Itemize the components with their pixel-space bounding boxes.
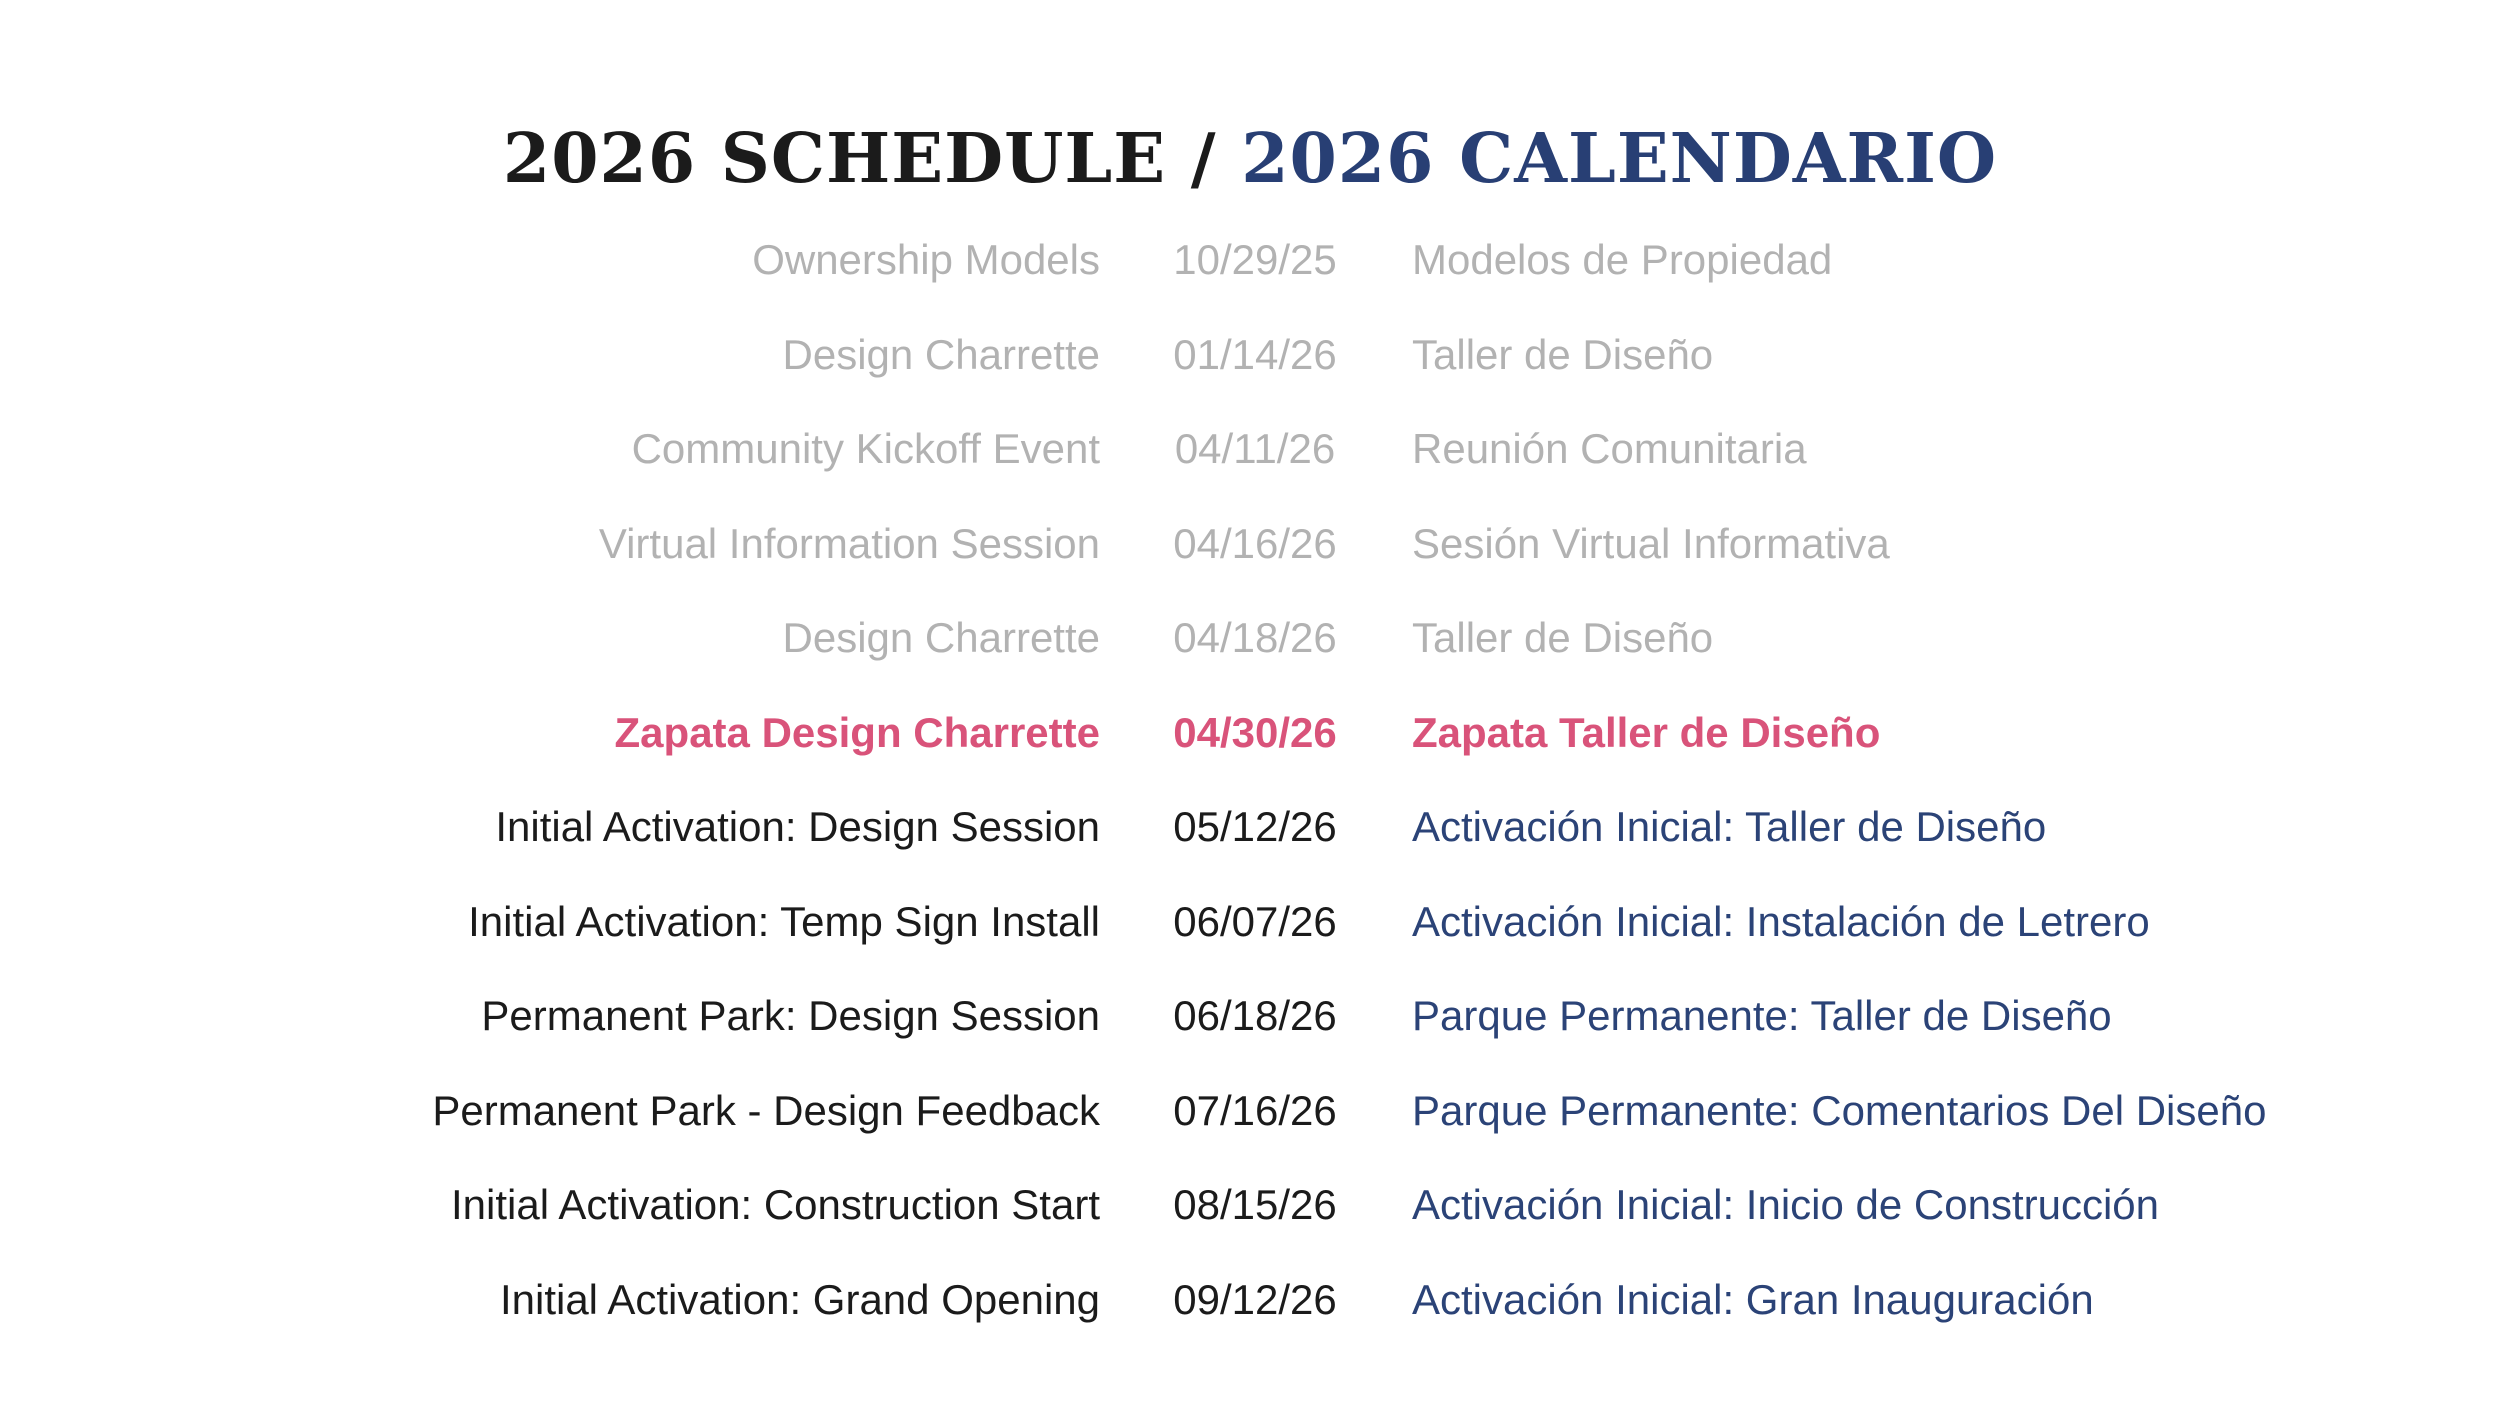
event-name-english: Permanent Park - Design Feedback — [432, 1086, 1100, 1134]
event-name-spanish: Parque Permanente: Taller de Diseño — [1412, 992, 2112, 1039]
event-date: 05/12/26 — [1173, 803, 1337, 850]
schedule-row — [0, 1064, 2500, 1159]
page-title — [0, 114, 2500, 204]
event-date: 04/18/26 — [1173, 614, 1337, 661]
schedule-row — [0, 308, 2500, 403]
event-name-spanish: Zapata Taller de Diseño — [1412, 708, 1881, 756]
event-name-english: Initial Activation: Design Session — [495, 803, 1100, 850]
event-name-english: Design Charrette — [782, 330, 1100, 378]
event-name-spanish: Parque Permanente: Comentarios Del Diseño — [1412, 1086, 2267, 1134]
event-name-english: Initial Activation: Grand Opening — [499, 1275, 1100, 1323]
schedule-row — [0, 1253, 2500, 1348]
event-name-english: Zapata Design Charrette — [614, 708, 1100, 756]
event-date: 10/29/25 — [1173, 236, 1337, 283]
schedule-row — [0, 402, 2500, 497]
event-name-english: Permanent Park: Design Session — [481, 992, 1100, 1039]
event-name-spanish: Activación Inicial: Inicio de Construcción — [1412, 1181, 2160, 1228]
schedule-row — [0, 213, 2500, 308]
event-date: 04/11/26 — [1174, 425, 1336, 472]
event-name-spanish: Modelos de Propiedad — [1412, 236, 1833, 283]
event-name-spanish: Activación Inicial: Gran Inauguración — [1412, 1275, 2094, 1323]
event-name-spanish: Reunión Comunitaria — [1412, 425, 1807, 472]
schedule-row — [0, 591, 2500, 686]
event-name-spanish: Taller de Diseño — [1412, 614, 1714, 661]
event-name-english: Ownership Models — [752, 236, 1100, 283]
schedule-row — [0, 875, 2500, 970]
event-date: 07/16/26 — [1173, 1086, 1337, 1134]
schedule-row — [0, 780, 2500, 875]
event-name-english: Virtual Information Session — [598, 519, 1100, 567]
event-name-spanish: Sesión Virtual Informativa — [1412, 519, 1890, 567]
title-english: 2026 SCHEDULE — [502, 118, 1167, 199]
schedule-row — [0, 686, 2500, 781]
schedule-row — [0, 497, 2500, 592]
event-date: 06/18/26 — [1173, 992, 1337, 1039]
event-date: 04/30/26 — [1173, 708, 1337, 756]
event-name-spanish: Activación Inicial: Instalación de Letrero — [1412, 897, 2150, 945]
event-date: 08/15/26 — [1173, 1181, 1337, 1228]
event-date: 01/14/26 — [1173, 330, 1337, 378]
title-separator: / — [1166, 118, 1242, 199]
schedule-list — [0, 213, 2500, 1347]
schedule-row — [0, 1158, 2500, 1253]
event-date: 04/16/26 — [1173, 519, 1337, 567]
event-name-english: Design Charrette — [782, 614, 1100, 661]
event-name-english: Initial Activation: Construction Start — [451, 1181, 1100, 1228]
event-date: 06/07/26 — [1173, 897, 1337, 945]
title-spanish: 2026 CALENDARIO — [1241, 118, 1998, 199]
event-date: 09/12/26 — [1173, 1275, 1337, 1323]
event-name-english: Initial Activation: Temp Sign Install — [468, 897, 1100, 945]
schedule-row — [0, 969, 2500, 1064]
event-name-spanish: Activación Inicial: Taller de Diseño — [1412, 803, 2047, 850]
event-name-english: Community Kickoff Event — [631, 425, 1100, 472]
event-name-spanish: Taller de Diseño — [1412, 330, 1714, 378]
